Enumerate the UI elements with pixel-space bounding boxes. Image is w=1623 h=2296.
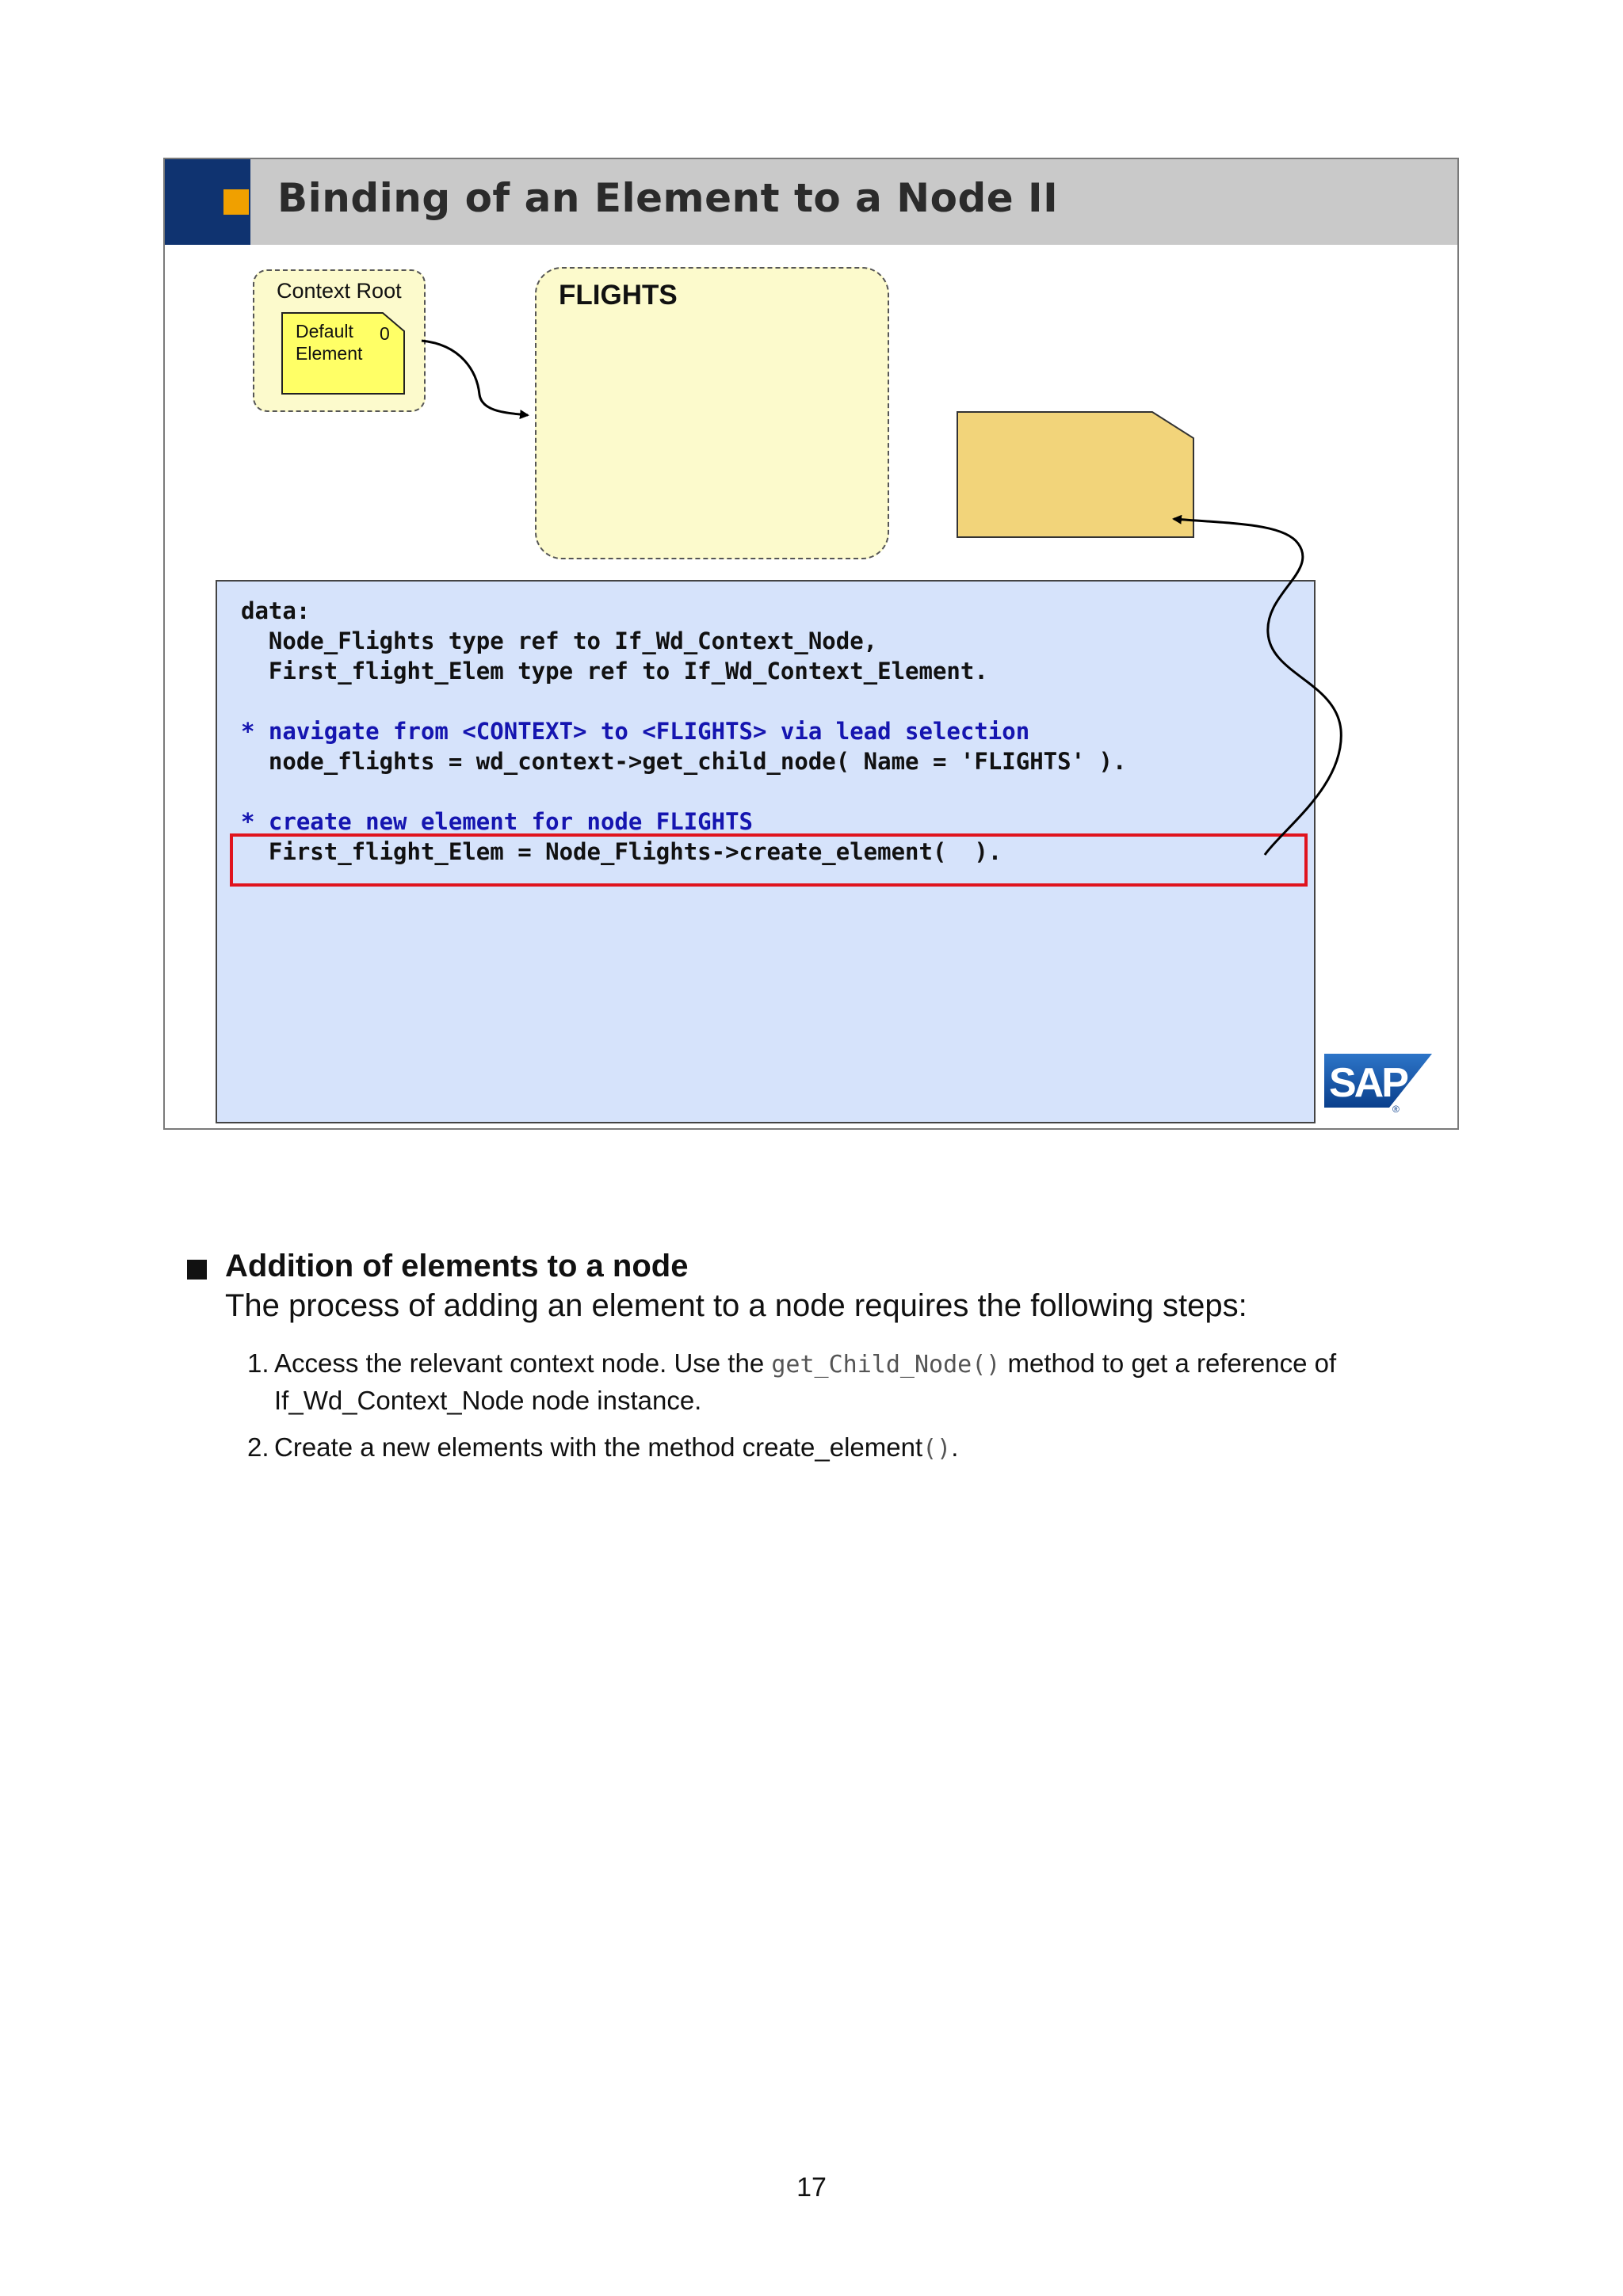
create-element-highlight bbox=[230, 833, 1308, 887]
code-comment-line: * navigate from <CONTEXT> to <FLIGHTS> via lead selection bbox=[241, 718, 1030, 745]
steps-list bbox=[247, 1345, 1439, 1478]
step-text: Create a new elements with the method create_element bbox=[274, 1432, 923, 1462]
page-number: 17 bbox=[796, 2172, 827, 2203]
default-element-index: 0 bbox=[380, 323, 390, 344]
svg-text:®: ® bbox=[1392, 1104, 1400, 1114]
step-item bbox=[247, 1345, 1439, 1418]
new-element-card bbox=[957, 411, 1194, 538]
flights-node bbox=[535, 267, 889, 559]
title-bullet-square bbox=[223, 189, 249, 215]
context-root-label: Context Root bbox=[277, 279, 402, 303]
slide-title: Binding of an Element to a Node II bbox=[277, 175, 1059, 221]
step-text: Access the relevant context node. Use the bbox=[274, 1348, 772, 1378]
context-root-node bbox=[253, 269, 426, 412]
code-line: First_flight_Elem = Node_Flights->create_element( ). bbox=[241, 838, 1002, 865]
step-number: 1. bbox=[247, 1348, 269, 1378]
code-line: Node_Flights type ref to If_Wd_Context_Node, bbox=[241, 627, 878, 654]
code-line: data: bbox=[241, 597, 311, 624]
code-line: node_flights = wd_context->get_child_node( Name = 'FLIGHTS' ). bbox=[241, 748, 1127, 775]
code-line bbox=[241, 686, 1126, 716]
default-element-label: Default Element bbox=[296, 321, 363, 364]
bullet-square-icon bbox=[187, 1260, 207, 1280]
slide-frame bbox=[163, 158, 1459, 1130]
step-code: () bbox=[922, 1435, 952, 1463]
title-bar bbox=[165, 159, 1457, 245]
bullet-intro: The process of adding an element to a node requires the following steps: bbox=[225, 1288, 1247, 1323]
code-comment-line: * create new element for node FLIGHTS bbox=[241, 808, 754, 835]
step-text: . bbox=[951, 1432, 959, 1462]
default-element-card bbox=[281, 312, 405, 395]
bullet-heading: Addition of elements to a node bbox=[225, 1249, 689, 1283]
code-line: First_flight_Elem type ref to If_Wd_Context_Element. bbox=[241, 658, 988, 685]
code-line bbox=[241, 776, 1126, 807]
code-listing bbox=[241, 596, 1126, 867]
sap-logo-text: SAP bbox=[1329, 1060, 1407, 1106]
step-code: get_Child_Node() bbox=[771, 1351, 1001, 1379]
sap-logo bbox=[1324, 1054, 1432, 1114]
step-item bbox=[247, 1429, 1439, 1466]
flights-node-label: FLIGHTS bbox=[559, 280, 678, 311]
context-to-flights-arrow bbox=[422, 341, 528, 415]
step-number: 2. bbox=[247, 1432, 269, 1462]
step-text: method to get a reference of If_Wd_Context_Node node instance. bbox=[274, 1348, 1337, 1415]
